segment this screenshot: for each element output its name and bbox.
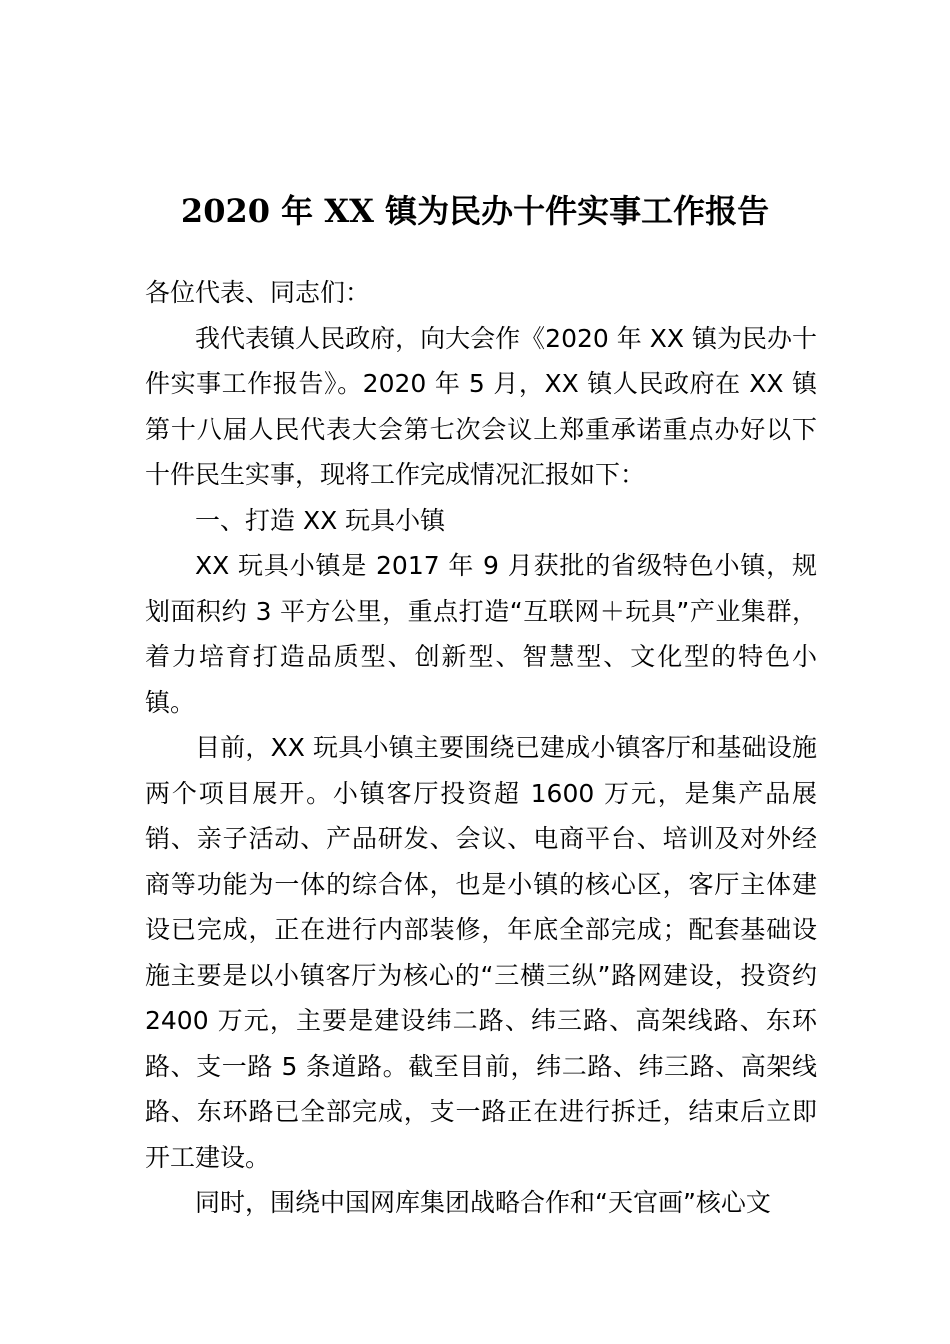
document-body (145, 270, 817, 1226)
document-title: 2020 年 XX 镇为民办十件实事工作报告 (180, 192, 770, 230)
paragraph-toy-town: XX 玩具小镇是 2017 年 9 月获批的省级特色小镇，规划面积约 3 平方公里，重点打造“互联网＋玩具”产业集群， 着力培育打造品质型、创新型、智慧型、文化型的特色小镇。 (145, 551, 817, 717)
section-heading: 一、打造 XX 玩具小镇 (195, 505, 446, 535)
paragraph-progress: 目前，XX 玩具小镇主要围绕已建成小镇客厅和基础设施两个项目展开。小镇客厅投资超 1600 万元，是集产品展销、亲子活动、产品研发、会议、电商平台、培训及对外经商等功能为一体的综合体，也是小镇的核心区，客厅主体建设已完成，正在进行内部装修，年底全部完成；配套基础设施主要是以小镇客厅为核心的“三横三纵”路网建设，投资约 2400 万元，主要是建设纬二路、纬三路、高架线路、东环路、支一路 5 条道路。截至目前，纬二路、纬三路、高架线路、东环路已全部完成，支一路正在进行拆迁，结束后立即开工建设。 (145, 733, 817, 1172)
salutation: 各位代表、同志们： (145, 278, 371, 307)
paragraph-intro: 我代表镇人民政府，向大会作《2020 年 XX 镇为民办十件实事工作报告》。2020 年 5 月，XX 镇人民政府在 XX 镇第十八届人民代表大会第七次会议上郑重承诺重点办好以下十件民生实事，现将工作完成情况汇报如下： (145, 323, 817, 489)
paragraph-cooperation: 同时，围绕中国网库集团战略合作和“天官画”核心文 (195, 1188, 771, 1217)
